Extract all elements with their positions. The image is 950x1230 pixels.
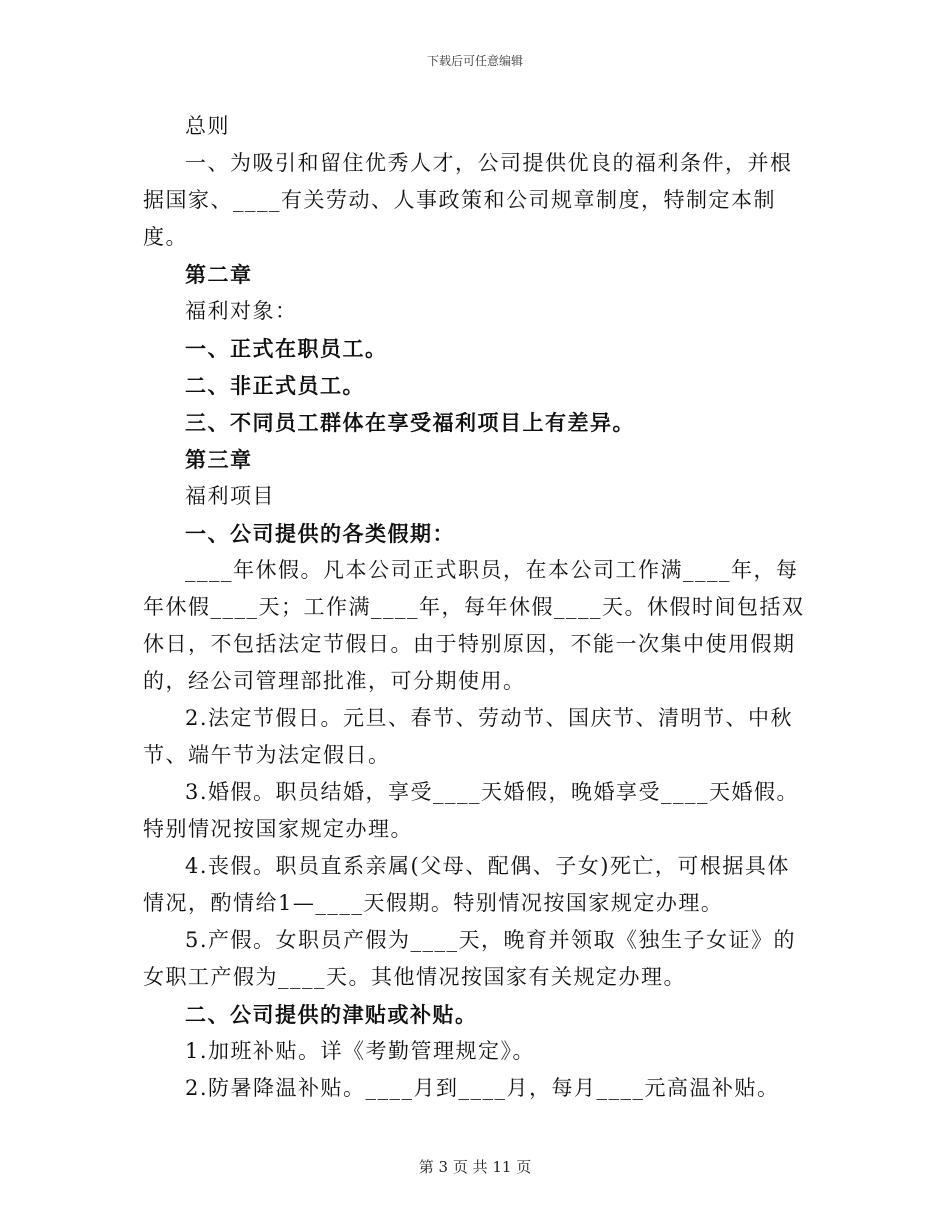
paragraph: ____年休假。凡本公司正式职员，在本公司工作满____年，每年休假____天；工作满____年，每年休假____天。休假时间包括双休日，不包括法定节假日。由于特别原因，不能一次集中使用假期的，经公司管理部批准，可分期使用。 [143, 558, 805, 693]
page-header: 下载后可任意编辑 [426, 54, 523, 68]
paragraph: 二、公司提供的津贴或补贴。 [185, 1002, 478, 1027]
paragraph: 一、公司提供的各类假期： [185, 521, 455, 546]
paragraph: 福利对象： [185, 299, 298, 323]
paragraph: 2.法定节假日。元旦、春节、劳动节、国庆节、清明节、中秋节、端午节为法定假日。 [143, 706, 794, 767]
document-body [143, 108, 811, 1107]
paragraph: 2.防暑降温补贴。____月到____月，每月____元高温补贴。 [185, 1076, 780, 1100]
paragraph: 5.产假。女职员产假为____天，晚育并领取《独生子女证》的女职工产假为____天。其他情况按国家有关规定办理。 [143, 928, 797, 989]
paragraph: 一、为吸引和留住优秀人才，公司提供优良的福利条件，并根据国家、____有关劳动、人事政策和公司规章制度，特制定本制度。 [143, 151, 793, 249]
paragraph: 二、非正式员工。 [185, 373, 365, 398]
paragraph: 3.婚假。职员结婚，享受____天婚假，晚婚享受____天婚假。特别情况按国家规定办理。 [143, 780, 800, 841]
paragraph: 1.加班补贴。详《考勤管理规定》。 [185, 1039, 536, 1063]
paragraph: 一、正式在职员工。 [185, 336, 388, 361]
paragraph: 三、不同员工群体在享受福利项目上有差异。 [185, 410, 635, 435]
page-footer: 第 3 页 共 11 页 [418, 1158, 532, 1176]
paragraph: 福利项目 [185, 484, 275, 508]
paragraph: 总则 [185, 114, 230, 138]
paragraph: 第三章 [185, 447, 253, 472]
paragraph: 第二章 [185, 262, 253, 287]
paragraph: 4.丧假。职员直系亲属(父母、配偶、子女)死亡，可根据具体情况，酌情给1—____天假期。特别情况按国家规定办理。 [143, 854, 790, 915]
